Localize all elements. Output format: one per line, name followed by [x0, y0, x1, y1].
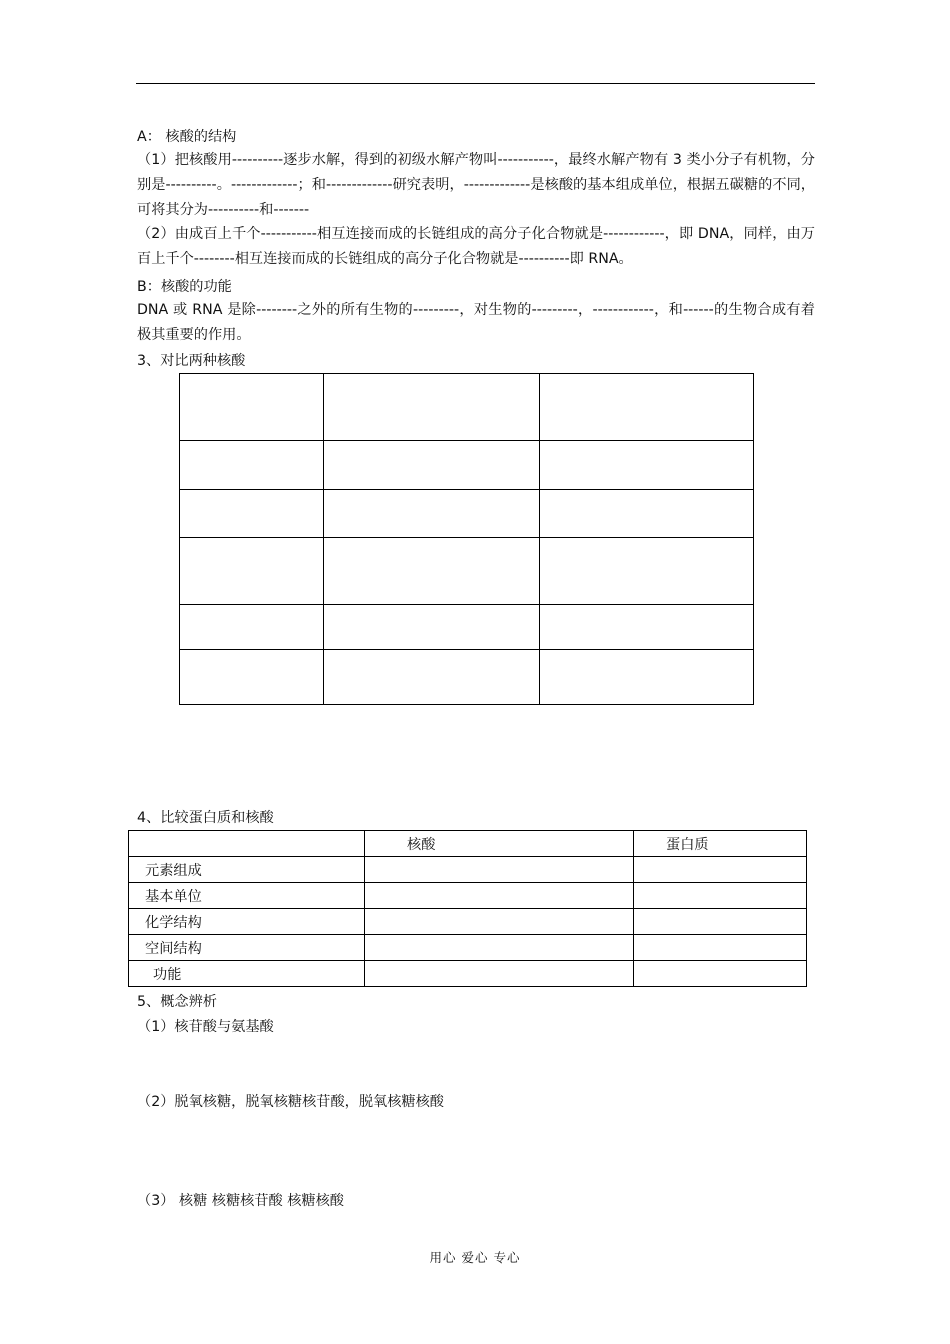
section-b-para: DNA 或 RNA 是除--------之外的所有生物的---------，对生物的---------，------------，和------的生物合成有着极其重要的作用。: [137, 302, 815, 343]
table-row: [180, 538, 754, 605]
header-cell-empty: [129, 831, 365, 857]
table-cell: [324, 650, 540, 705]
table-row: [129, 909, 807, 935]
table-cell: [365, 883, 634, 909]
table-row: [180, 374, 754, 441]
table-cell: [180, 441, 324, 490]
table-row: [180, 650, 754, 705]
table-cell: [324, 605, 540, 650]
table-cell: [634, 961, 807, 987]
row-label-chemical-structure: 化学结构: [129, 909, 365, 935]
concept-item-3: （3） 核糖 核糖核苷酸 核糖核酸: [137, 1193, 344, 1209]
table-cell: [324, 374, 540, 441]
table-cell: [540, 441, 754, 490]
table-row: [129, 961, 807, 987]
header-rule: [136, 83, 815, 84]
table-row: [180, 490, 754, 538]
section-a-para-1: （1）把核酸用----------逐步水解，得到的初级水解产物叫-----------，最终水解产物有 3 类小分子有机物，分别是----------。-------------；和-------------研究表明，-------------是核酸的基本组成单位，根据五碳糖的不同，可将其分为----------和-------: [137, 152, 815, 218]
table-cell: [180, 650, 324, 705]
table-row: [180, 441, 754, 490]
header-cell-nucleic-acid: 核酸: [365, 831, 634, 857]
nucleic-acid-comparison-table: [179, 373, 754, 705]
section-a-heading: A： 核酸的结构: [137, 129, 237, 145]
table-cell: [540, 490, 754, 538]
row-label-spatial-structure: 空间结构: [129, 935, 365, 961]
table-cell: [180, 490, 324, 538]
row-label-basic-unit: 基本单位: [129, 883, 365, 909]
header-cell-protein: 蛋白质: [634, 831, 807, 857]
table-cell: [365, 935, 634, 961]
table-cell: [324, 441, 540, 490]
section-a-para-2: （2）由成百上千个-----------相互连接而成的长链组成的高分子化合物就是------------，即 DNA，同样，由万百上千个--------相互连接而成的长链组成的高分子化合物就是----------即 RNA。: [137, 226, 815, 267]
section-4-heading: 4、比较蛋白质和核酸: [137, 810, 274, 826]
table-cell: [324, 490, 540, 538]
row-label-elements: 元素组成: [129, 857, 365, 883]
table-cell: [365, 909, 634, 935]
section-5-heading: 5、概念辨析: [137, 994, 217, 1010]
table-cell: [365, 857, 634, 883]
table-row: [129, 883, 807, 909]
section-b-heading: B：核酸的功能: [137, 279, 232, 295]
table-row: [129, 857, 807, 883]
table-header-row: [129, 831, 807, 857]
table-cell: [180, 605, 324, 650]
table-cell: [540, 605, 754, 650]
row-label-function: 功能: [129, 961, 365, 987]
table-cell: [180, 538, 324, 605]
table-cell: [540, 374, 754, 441]
page-footer: 用心 爱心 专心: [429, 1250, 521, 1265]
table-cell: [540, 538, 754, 605]
table-cell: [540, 650, 754, 705]
table-cell: [634, 935, 807, 961]
table-cell: [634, 909, 807, 935]
section-3-heading: 3、对比两种核酸: [137, 353, 246, 369]
protein-nucleic-table: [128, 830, 807, 987]
table-cell: [324, 538, 540, 605]
table-cell: [634, 857, 807, 883]
concept-item-1: （1）核苷酸与氨基酸: [137, 1019, 274, 1035]
table-row: [180, 605, 754, 650]
table-cell: [634, 883, 807, 909]
table-cell: [365, 961, 634, 987]
table-cell: [180, 374, 324, 441]
concept-item-2: （2）脱氧核糖，脱氧核糖核苷酸，脱氧核糖核酸: [137, 1094, 444, 1110]
table-row: [129, 935, 807, 961]
